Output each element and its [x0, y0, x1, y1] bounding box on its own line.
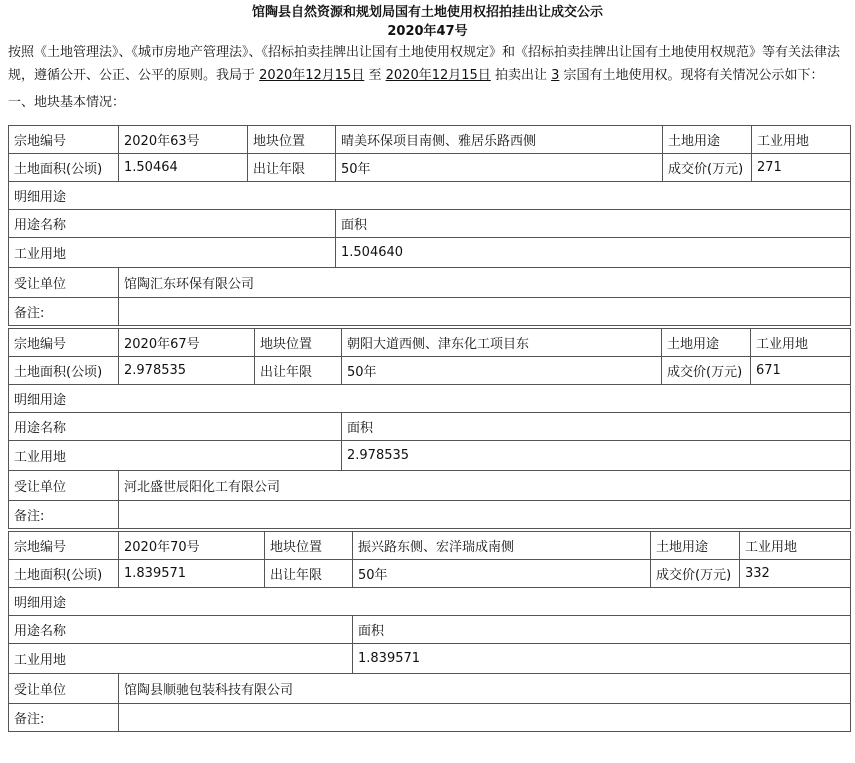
detail-label: 明细用途 — [9, 182, 851, 210]
price-label: 成交价(万元) — [662, 357, 751, 385]
parcel-no-label: 宗地编号 — [9, 532, 119, 560]
parcel-no-value: 2020年70号 — [119, 532, 265, 560]
buyer-label: 受让单位 — [9, 674, 119, 704]
table-row — [9, 357, 851, 385]
parcel-table — [8, 328, 851, 529]
table-row — [9, 154, 851, 182]
location-value: 晴美环保项目南侧、雅居乐路西侧 — [336, 126, 663, 154]
term-value: 50年 — [342, 357, 662, 385]
intro-to: 至 — [368, 68, 382, 83]
intro-text-1: 按照《土地管理法》、《城市房地产管理法》、《招标拍卖挂牌出让国有土地使用权规定》和《招标拍卖挂牌出让国有土地使用权规范》等有关法律法规，遵循公开、公正、公平的原则。我局于 — [8, 45, 841, 83]
land-use-value: 工业用地 — [752, 126, 851, 154]
table-row — [9, 441, 851, 471]
area-value: 2.978535 — [119, 357, 255, 385]
area-value: 1.50464 — [119, 154, 248, 182]
detail-label: 明细用途 — [9, 588, 851, 616]
land-use-label: 土地用途 — [663, 126, 752, 154]
area-label: 土地面积(公顷) — [9, 154, 119, 182]
intro-paragraph — [8, 41, 844, 87]
section-title: 一、地块基本情况： — [8, 95, 126, 110]
table-row — [9, 298, 851, 326]
table-row — [9, 413, 851, 441]
detail-area-value: 2.978535 — [342, 441, 851, 471]
buyer-label: 受让单位 — [9, 471, 119, 501]
parcel-no-label: 宗地编号 — [9, 329, 119, 357]
price-value: 271 — [752, 154, 851, 182]
price-label: 成交价(万元) — [663, 154, 752, 182]
table-row — [9, 210, 851, 238]
use-name-header: 用途名称 — [9, 413, 342, 441]
term-label: 出让年限 — [248, 154, 336, 182]
table-row — [9, 238, 851, 268]
announcement-number: 2020年47号 — [387, 24, 468, 39]
term-value: 50年 — [353, 560, 651, 588]
area-label: 土地面积(公顷) — [9, 357, 119, 385]
area-label: 土地面积(公顷) — [9, 560, 119, 588]
term-value: 50年 — [336, 154, 663, 182]
table-row — [9, 616, 851, 644]
buyer-value: 河北盛世辰阳化工有限公司 — [119, 471, 851, 501]
table-row — [9, 644, 851, 674]
location-label: 地块位置 — [248, 126, 336, 154]
buyer-value: 馆陶县顺驰包装科技有限公司 — [119, 674, 851, 704]
price-value: 671 — [751, 357, 851, 385]
land-use-label: 土地用途 — [662, 329, 751, 357]
remark-value — [119, 501, 851, 529]
table-row — [9, 501, 851, 529]
buyer-label: 受让单位 — [9, 268, 119, 298]
location-label: 地块位置 — [265, 532, 353, 560]
start-date: 2020年12月15日 — [259, 68, 365, 83]
table-row — [9, 560, 851, 588]
table-row — [9, 268, 851, 298]
detail-area-value: 1.839571 — [353, 644, 851, 674]
table-row — [9, 329, 851, 357]
table-row — [9, 471, 851, 501]
detail-label: 明细用途 — [9, 385, 851, 413]
term-label: 出让年限 — [265, 560, 353, 588]
remark-value — [119, 704, 851, 732]
table-row — [9, 532, 851, 560]
detail-use-value: 工业用地 — [9, 238, 336, 268]
land-use-value: 工业用地 — [751, 329, 851, 357]
use-area-header: 面积 — [342, 413, 851, 441]
parcel-table — [8, 531, 851, 732]
parcel-no-value: 2020年63号 — [119, 126, 248, 154]
term-label: 出让年限 — [255, 357, 342, 385]
buyer-value: 馆陶汇东环保有限公司 — [119, 268, 851, 298]
table-row — [9, 588, 851, 616]
remark-label: 备注: — [9, 501, 119, 529]
price-label: 成交价(万元) — [651, 560, 740, 588]
land-use-label: 土地用途 — [651, 532, 740, 560]
area-value: 1.839571 — [119, 560, 265, 588]
use-area-header: 面积 — [336, 210, 851, 238]
use-name-header: 用途名称 — [9, 616, 353, 644]
detail-use-value: 工业用地 — [9, 644, 353, 674]
intro-text-3: 宗国有土地使用权。现将有关情况公示如下： — [563, 68, 824, 83]
parcel-table — [8, 125, 851, 326]
end-date: 2020年12月15日 — [385, 68, 491, 83]
table-row — [9, 182, 851, 210]
location-value: 朝阳大道西侧、津东化工项目东 — [342, 329, 662, 357]
use-name-header: 用途名称 — [9, 210, 336, 238]
table-row — [9, 385, 851, 413]
remark-label: 备注: — [9, 704, 119, 732]
table-row — [9, 674, 851, 704]
remark-label: 备注: — [9, 298, 119, 326]
page-title: 馆陶县自然资源和规划局国有土地使用权招拍挂出让成交公示 — [251, 5, 603, 20]
detail-use-value: 工业用地 — [9, 441, 342, 471]
parcel-no-label: 宗地编号 — [9, 126, 119, 154]
detail-area-value: 1.504640 — [336, 238, 851, 268]
location-label: 地块位置 — [255, 329, 342, 357]
parcel-count: 3 — [551, 68, 560, 83]
use-area-header: 面积 — [353, 616, 851, 644]
remark-value — [119, 298, 851, 326]
table-row — [9, 704, 851, 732]
intro-text-2: 拍卖出让 — [494, 68, 547, 83]
location-value: 振兴路东侧、宏洋瑞成南侧 — [353, 532, 651, 560]
parcel-no-value: 2020年67号 — [119, 329, 255, 357]
table-row — [9, 126, 851, 154]
land-use-value: 工业用地 — [740, 532, 851, 560]
price-value: 332 — [740, 560, 851, 588]
